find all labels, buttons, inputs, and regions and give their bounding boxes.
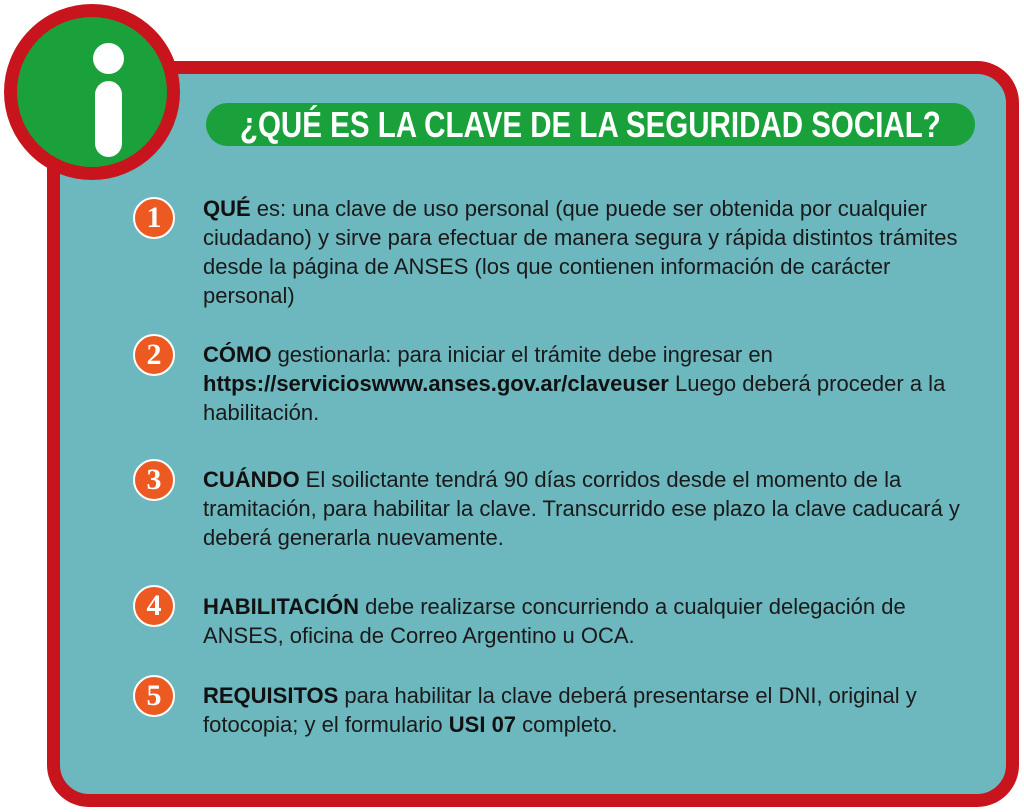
number-badge-1: 1 — [133, 197, 175, 239]
item-body: debe realizarse concurriendo a cualquier delegación de ANSES, oficina de Correo Argentino u OCA. — [203, 594, 906, 648]
item-body: es: una clave de uso personal (que puede ser obtenida por cualquier ciudadano) y sirve para efectuar de manera segura y rápida distintos trámites desde la página de ANSES (los que contienen información de carácter personal) — [203, 196, 958, 308]
claveuser-link[interactable]: https://servicioswww.anses.gov.ar/claveuser — [203, 371, 669, 396]
number-badge-4: 4 — [133, 585, 175, 627]
item-heading: HABILITACIÓN — [203, 594, 360, 619]
item-body: para habilitar la clave deberá presentarse el DNI, original y fotocopia; y el formulario — [203, 683, 917, 737]
info-icon — [4, 4, 180, 180]
info-icon-dot — [93, 43, 124, 74]
item-body-continued: Luego deberá proceder a la habilitación. — [203, 371, 946, 425]
page-title: ¿QUÉ ES LA CLAVE DE LA SEGURIDAD SOCIAL? — [240, 103, 941, 145]
item-heading: REQUISITOS — [203, 683, 339, 708]
item-habilitación — [203, 592, 988, 650]
form-name: USI 07 — [448, 712, 517, 737]
item-body: gestionarla: para iniciar el trámite debe ingresar en — [271, 342, 773, 367]
title-banner — [206, 103, 975, 146]
number-badge-2: 2 — [133, 334, 175, 376]
item-qué — [203, 194, 988, 310]
info-icon-bar — [95, 81, 122, 157]
item-cómo — [203, 340, 988, 427]
item-heading: CUÁNDO — [203, 467, 300, 492]
item-cuándo — [203, 465, 988, 552]
number-badge-5: 5 — [133, 675, 175, 717]
item-heading: QUÉ — [203, 196, 251, 221]
item-body: El soilictante tendrá 90 días corridos desde el momento de la tramitación, para habilitar la clave. Transcurrido ese plazo la clave caducará y deberá generarla nuevamente. — [203, 467, 960, 550]
item-requisitos — [203, 681, 988, 739]
item-heading: CÓMO — [203, 342, 272, 367]
number-badge-3: 3 — [133, 459, 175, 501]
item-body-continued: completo. — [516, 712, 618, 737]
